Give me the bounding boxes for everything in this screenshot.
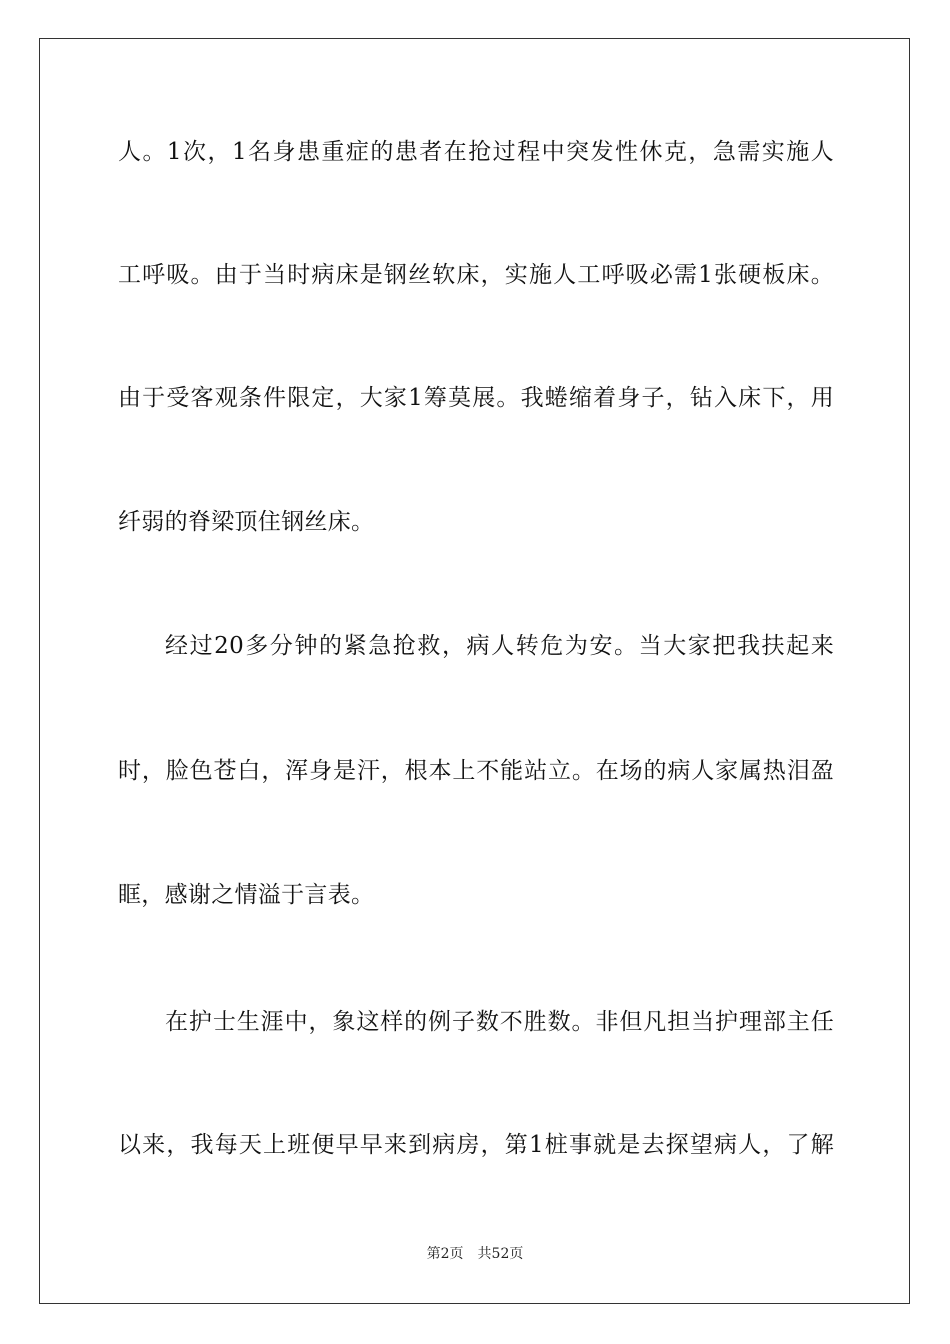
paragraph-first-line: 经过20多分钟的紧急抢救，病人转危为安。当大家把我扶起来 [165,633,834,659]
text-line: 以来，我每天上班便早早来到病房，第1桩事就是去探望病人，了解 [118,1132,834,1158]
page-footer [0,1244,950,1264]
text-line: 由于受客观条件限定，大家1筹莫展。我蜷缩着身子，钻入床下，用 [118,385,834,411]
text-line: 时，脸色苍白，浑身是汗，根本上不能站立。在场的病人家属热泪盈 [118,758,834,784]
text-line: 人。1次，1名身患重症的患者在抢过程中突发性休克，急需实施人 [118,139,834,165]
text-line: 工呼吸。由于当时病床是钢丝软床，实施人工呼吸必需1张硬板床。 [118,262,834,288]
page-total: 共52页 [477,1246,524,1262]
page-number: 第2页 [426,1246,464,1262]
text-line: 纤弱的脊梁顶住钢丝床。 [118,509,375,535]
paragraph-first-line: 在护士生涯中，象这样的例子数不胜数。非但凡担当护理部主任 [165,1009,834,1035]
page-frame [39,38,910,1304]
text-line: 眶，感谢之情溢于言表。 [118,882,375,908]
